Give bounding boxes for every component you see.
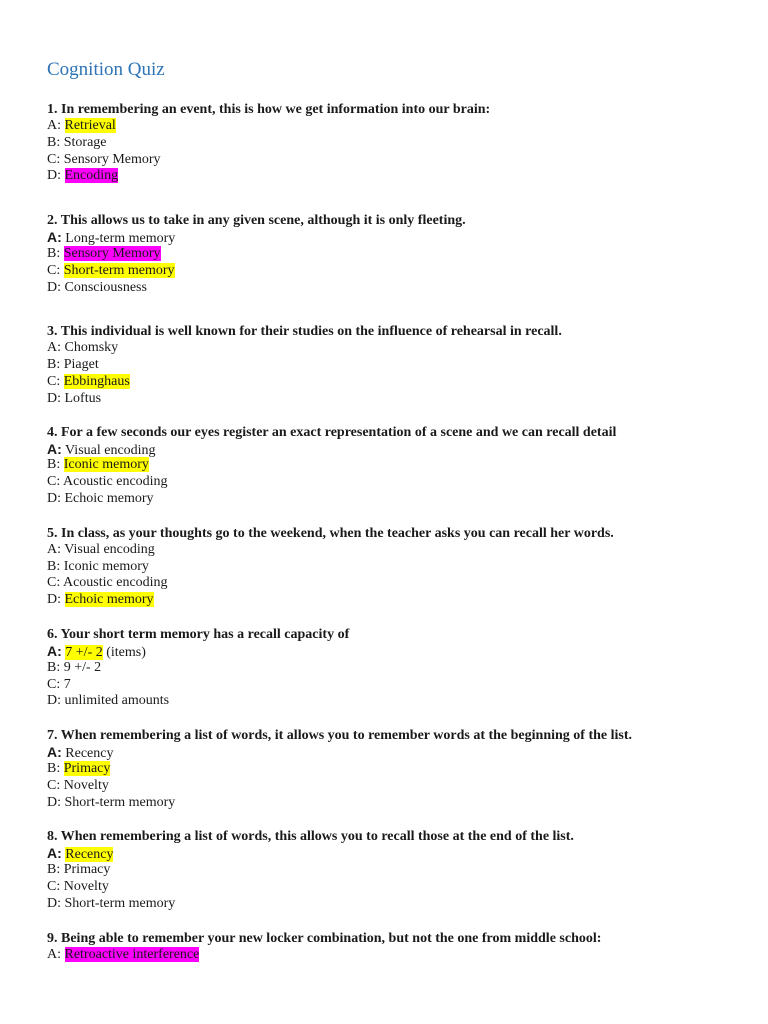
answer-option [47,660,747,677]
question-1 [47,101,747,185]
option-text: Iconic memory [63,558,149,574]
option-text: Loftus [64,390,102,406]
option-letter: B: [47,245,61,261]
option-letter: B: [47,357,61,373]
question-text: 5. In class, as your thoughts go to the weekend, when the teacher asks you can recall her words. [47,525,614,541]
option-text: Recency [65,847,114,863]
option-text: Primacy [63,760,111,776]
option-letter: D: [47,490,61,506]
option-letter: A: [47,642,62,659]
answer-option [47,879,747,896]
option-letter: C: [47,474,61,490]
option-text: Storage [63,134,107,150]
option-text: Long-term memory [65,231,176,247]
option-letter: B: [47,134,61,150]
option-letter: B: [47,760,61,776]
answer-option [47,643,747,660]
option-text: Visual encoding [64,541,155,557]
option-letter: A: [47,440,62,457]
option-letter: A: [47,845,62,862]
answer-option [47,457,747,474]
option-text: Sensory Memory [63,245,161,261]
option-text: Acoustic encoding [62,474,168,490]
answer-option [47,263,747,280]
answer-option [47,280,747,297]
option-text: Echoic memory [64,592,154,608]
answer-option [47,340,747,357]
option-text: Retroactive interference [64,946,200,962]
question-8 [47,828,747,912]
option-text: Short-term memory [64,895,176,911]
option-letter: A: [47,541,61,557]
answer-option [47,693,747,710]
question-text: 9. Being able to remember your new locker combination, but not the one from middle school: [47,930,602,946]
option-letter: D: [47,279,61,295]
question-3 [47,323,747,407]
question-list [47,101,747,963]
answer-option [47,152,747,169]
option-letter: C: [47,151,61,167]
option-text: Iconic memory [63,457,149,473]
option-letter: B: [47,862,61,878]
question-text: 4. For a few seconds our eyes register an exact representation of a scene and we can recall detail [47,424,617,440]
option-letter: C: [47,878,61,894]
option-letter: C: [47,575,61,591]
option-letter: B: [47,558,61,574]
option-letter: A: [47,229,62,246]
option-letter: D: [47,794,61,810]
option-text: Novelty [63,777,109,793]
answer-option [47,677,747,694]
question-2 [47,212,747,296]
option-letter: D: [47,693,61,709]
answer-option [47,168,747,185]
question-text: 3. This individual is well known for their studies on the influence of rehearsal in recall. [47,324,562,340]
question-6 [47,626,747,710]
option-text: 9 +/- 2 [63,659,102,675]
option-letter: A: [47,946,61,962]
option-letter: A: [47,340,61,356]
option-text: unlimited amounts [64,693,170,709]
option-letter: C: [47,262,61,278]
option-suffix: (items) [102,644,146,660]
option-text: Piaget [63,357,99,373]
option-text: Sensory Memory [63,151,161,167]
option-letter: D: [47,592,61,608]
answer-option [47,845,747,862]
option-letter: A: [47,744,62,761]
option-letter: A: [47,118,61,133]
answer-option [47,391,747,408]
option-letter: D: [47,390,61,406]
option-letter: D: [47,168,61,184]
answer-option [47,862,747,879]
option-text: Retrieval [64,118,116,133]
answer-option [47,135,747,152]
question-text: 6. Your short term memory has a recall capacity of [47,626,350,642]
answer-option [47,542,747,559]
option-text: Chomsky [64,340,119,356]
question-text: 7. When remembering a list of words, it allows you to remember words at the beginning of the list. [47,728,632,744]
question-text: 1. In remembering an event, this is how we get information into our brain: [47,102,491,117]
answer-option [47,246,747,263]
option-text: Short-term memory [64,794,176,810]
answer-option [47,761,747,778]
answer-option [47,118,747,135]
question-text: 2. This allows us to take in any given scene, although it is only fleeting. [47,213,466,229]
option-text: Visual encoding [65,442,156,458]
option-text: Primacy [63,862,111,878]
option-letter: C: [47,373,61,389]
answer-option [47,559,747,576]
question-9 [47,930,747,964]
option-text: Echoic memory [64,490,154,506]
option-letter: D: [47,895,61,911]
option-letter: B: [47,457,61,473]
option-text: Ebbinghaus [63,373,130,389]
option-text: Encoding [64,168,119,184]
answer-option [47,575,747,592]
option-letter: B: [47,659,61,675]
answer-option [47,491,747,508]
option-text: Novelty [63,878,109,894]
question-7 [47,727,747,811]
option-text: 7 [63,676,71,692]
question-5 [47,525,747,609]
answer-option [47,896,747,913]
option-text: Consciousness [64,279,147,295]
answer-option [47,441,747,458]
answer-option [47,947,747,964]
option-letter: C: [47,676,61,692]
answer-option [47,778,747,795]
option-text: 7 +/- 2 [65,644,103,660]
option-text: Short-term memory [63,262,175,278]
answer-option [47,744,747,761]
answer-option [47,229,747,246]
question-4 [47,424,747,508]
answer-option [47,374,747,391]
answer-option [47,357,747,374]
option-letter: C: [47,777,61,793]
question-text: 8. When remembering a list of words, this allows you to recall those at the end of the list. [47,829,574,845]
quiz-document [47,56,747,963]
answer-option [47,474,747,491]
answer-option [47,592,747,609]
option-text: Acoustic encoding [62,575,168,591]
page-title: Cognition Quiz [47,59,165,80]
option-text: Recency [65,746,114,762]
answer-option [47,795,747,812]
